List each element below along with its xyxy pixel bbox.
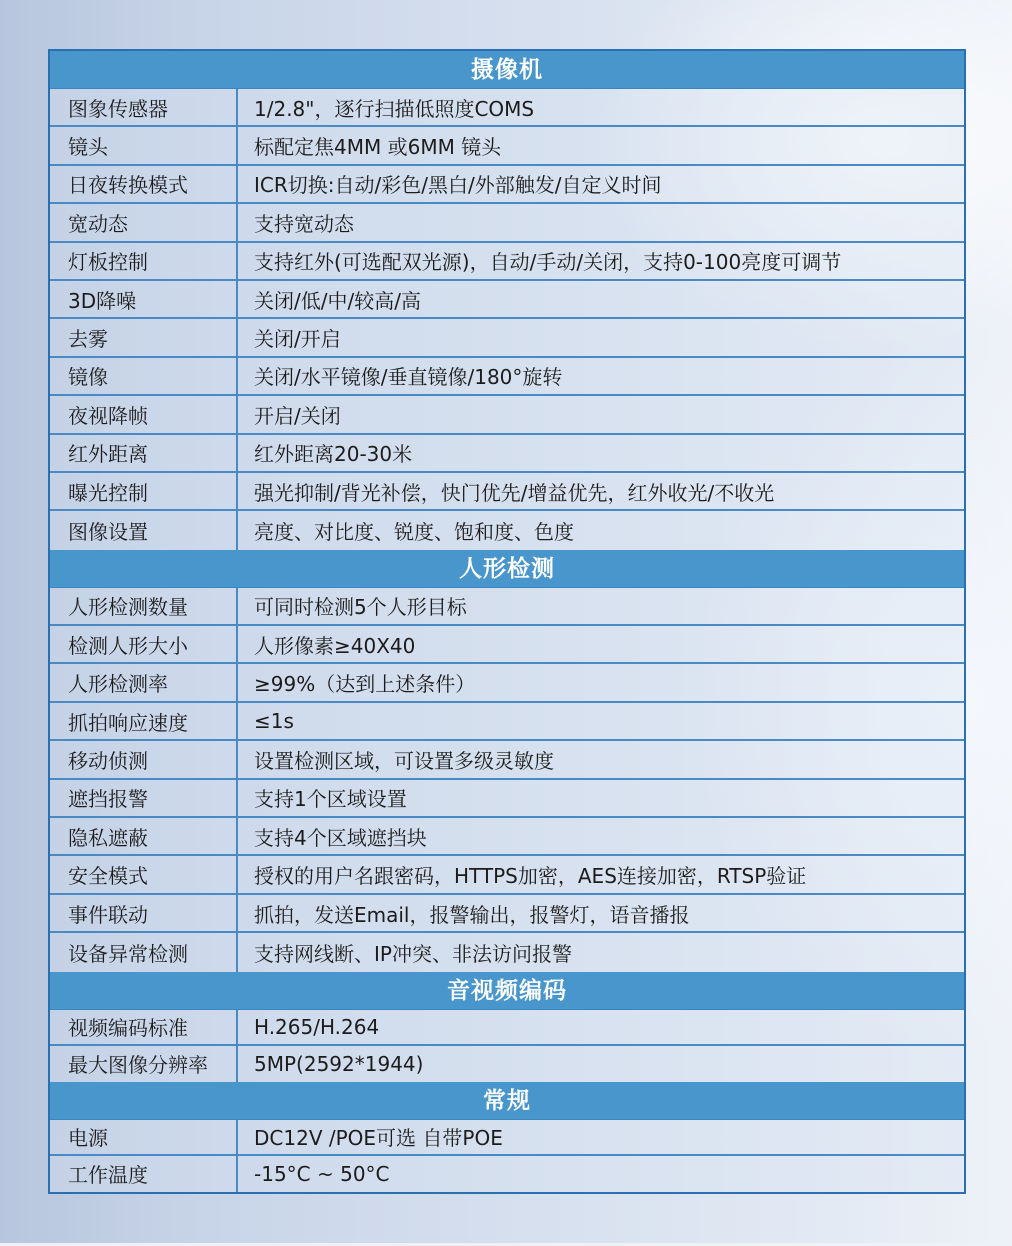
table-row — [50, 780, 964, 818]
row-label: 曝光控制 — [50, 473, 238, 509]
row-label: 抓拍响应速度 — [50, 703, 238, 739]
row-value: 可同时检测5个人形目标 — [254, 595, 467, 620]
table-row — [50, 319, 964, 357]
row-label: 宽动态 — [50, 204, 238, 240]
row-label: 工作温度 — [50, 1156, 238, 1192]
table-row — [50, 1010, 964, 1046]
row-label: 镜像 — [50, 358, 238, 394]
table-row — [50, 626, 964, 664]
row-value: 抓拍，发送Email，报警输出，报警灯，语音播报 — [254, 902, 690, 927]
row-label: 移动侦测 — [50, 741, 238, 777]
table-row — [50, 281, 964, 319]
table-row — [50, 89, 964, 127]
table-row — [50, 358, 964, 396]
row-value: 亮度、对比度、锐度、饱和度、色度 — [254, 519, 574, 544]
row-value: 支持宽动态 — [254, 211, 354, 236]
row-label: 灯板控制 — [50, 243, 238, 279]
row-label: 安全模式 — [50, 856, 238, 892]
row-value: 支持1个区域设置 — [254, 787, 407, 812]
row-label: 图像设置 — [50, 511, 238, 549]
row-value: 关闭/水平镜像/垂直镜像/180°旋转 — [254, 365, 563, 390]
table-row — [50, 588, 964, 626]
table-row — [50, 895, 964, 933]
row-label: 3D降噪 — [50, 281, 238, 317]
row-value: 开启/关闭 — [254, 403, 341, 428]
table-row — [50, 511, 964, 549]
row-value: 关闭/开启 — [254, 327, 341, 352]
row-label: 事件联动 — [50, 895, 238, 931]
row-value: 支持4个区域遮挡块 — [254, 825, 427, 850]
row-value: DC12V /POE可选 自带POE — [254, 1126, 503, 1151]
row-value: 1/2.8"，逐行扫描低照度COMS — [254, 96, 535, 121]
table-row — [50, 204, 964, 242]
row-value: 红外距离20-30米 — [254, 442, 413, 467]
row-value: 强光抑制/背光补偿，快门优先/增益优先，红外收光/不收光 — [254, 480, 775, 505]
row-label: 检测人形大小 — [50, 626, 238, 662]
section-header-general: 常规 — [50, 1082, 964, 1120]
row-value: H.265/H.264 — [254, 1014, 380, 1039]
table-row — [50, 1156, 964, 1192]
row-value: ICR切换:自动/彩色/黑白/外部触发/自定义时间 — [254, 173, 662, 198]
row-label: 设备异常检测 — [50, 933, 238, 971]
row-value: 支持网线断、IP冲突、非法访问报警 — [254, 941, 572, 966]
table-row — [50, 741, 964, 779]
row-value: 授权的用户名跟密码，HTTPS加密，AES连接加密，RTSP验证 — [254, 864, 807, 889]
table-row — [50, 166, 964, 204]
table-row — [50, 818, 964, 856]
table-row — [50, 703, 964, 741]
row-label: 最大图像分辨率 — [50, 1046, 238, 1082]
row-label: 夜视降帧 — [50, 396, 238, 432]
table-row — [50, 664, 964, 702]
row-value: 支持红外(可选配双光源)，自动/手动/关闭，支持0-100亮度可调节 — [254, 250, 842, 275]
row-value: 标配定焦4MM 或6MM 镜头 — [254, 135, 502, 160]
row-value: 5MP(2592*1944) — [254, 1051, 424, 1076]
row-value: 关闭/低/中/较高/高 — [254, 288, 421, 313]
row-label: 图象传感器 — [50, 89, 238, 125]
table-row — [50, 473, 964, 511]
row-value: 设置检测区域，可设置多级灵敏度 — [254, 748, 554, 773]
section-header-av-encoding: 音视频编码 — [50, 972, 964, 1010]
row-label: 人形检测率 — [50, 664, 238, 700]
row-label: 日夜转换模式 — [50, 166, 238, 202]
row-label: 红外距离 — [50, 435, 238, 471]
row-value: -15°C ~ 50°C — [254, 1161, 390, 1186]
section-header-camera: 摄像机 — [50, 51, 964, 89]
row-label: 电源 — [50, 1120, 238, 1154]
row-label: 视频编码标准 — [50, 1010, 238, 1044]
row-value: ≤1s — [254, 709, 294, 734]
table-row — [50, 933, 964, 971]
row-label: 遮挡报警 — [50, 780, 238, 816]
table-row — [50, 127, 964, 165]
row-label: 镜头 — [50, 127, 238, 163]
spec-table — [48, 49, 966, 1194]
row-label: 隐私遮蔽 — [50, 818, 238, 854]
row-value: 人形像素≥40X40 — [254, 633, 416, 658]
row-label: 去雾 — [50, 319, 238, 355]
table-row — [50, 1120, 964, 1156]
table-row — [50, 243, 964, 281]
row-value: ≥99%（达到上述条件） — [254, 672, 476, 697]
table-row — [50, 435, 964, 473]
row-label: 人形检测数量 — [50, 588, 238, 624]
table-row — [50, 396, 964, 434]
section-header-human-detection: 人形检测 — [50, 550, 964, 588]
table-row — [50, 856, 964, 894]
table-row — [50, 1046, 964, 1082]
